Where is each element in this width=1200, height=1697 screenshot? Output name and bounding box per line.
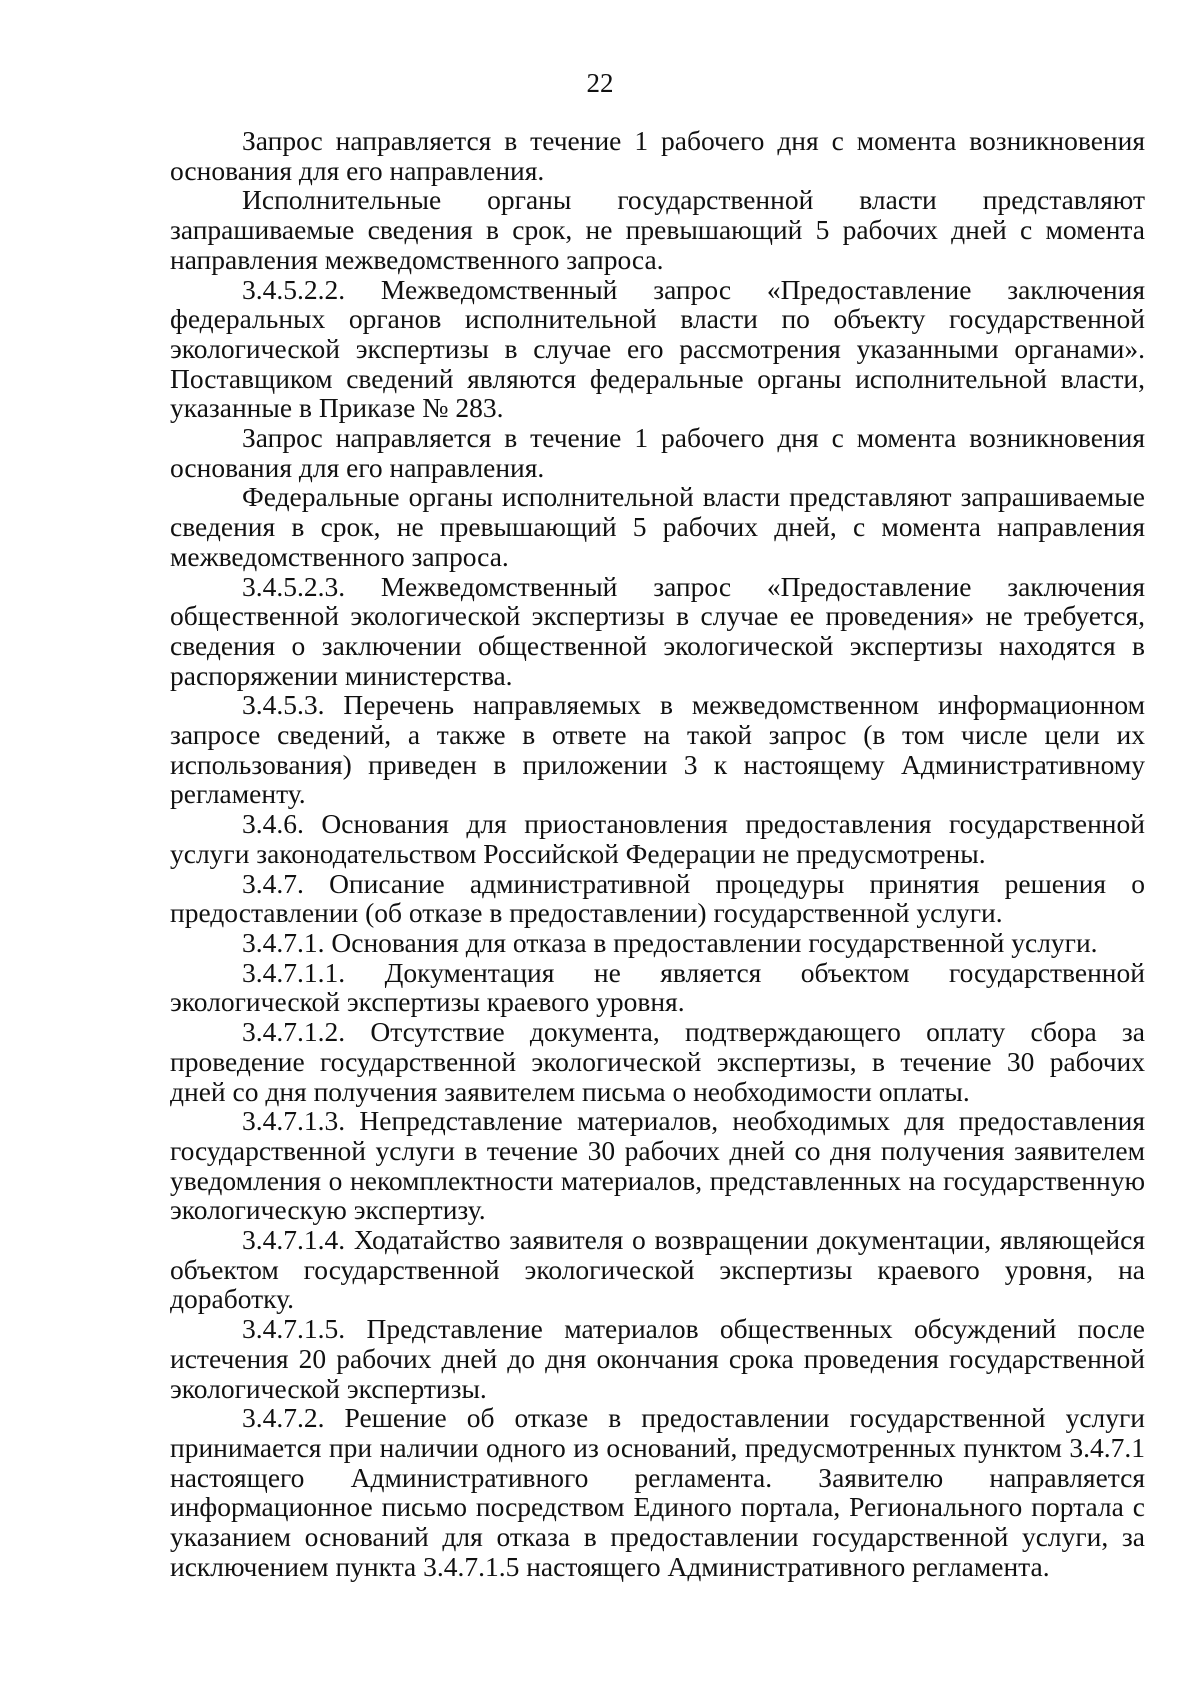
paragraph: 3.4.7.1.1. Документация не является объектом государственной экологической экспертизы краевого уровня. — [170, 956, 1145, 1018]
paragraph: Запрос направляется в течение 1 рабочего дня с момента возникновения основания для его направления. — [170, 422, 1145, 483]
paragraph: 3.4.7.1.4. Ходатайство заявителя о возвращении документации, являющейся объектом государственной экологической экспертизы краевого уровня, на доработку. — [170, 1224, 1145, 1315]
paragraph: Запрос направляется в течение 1 рабочего дня с момента возникновения основания для его направления. — [170, 125, 1145, 186]
paragraph: 3.4.7.1. Основания для отказа в предоставлении государственной услуги. — [242, 926, 1098, 958]
paragraph: 3.4.7.1.3. Непредставление материалов, необходимых для предоставления государственной услуги в течение 30 рабочих дней со дня получения заявителем уведомления о некомплектности материалов, представленных на государственную экологическую экспертизу. — [170, 1105, 1145, 1226]
paragraph: 3.4.5.2.2. Межведомственный запрос «Предоставление заключения федеральных органов исполнительной власти по объекту государственной экологической экспертизы в случае его рассмотрения указанными органами». Поставщиком сведений являются федеральные органы исполнительной власти, указанные в Приказе № 283. — [170, 273, 1145, 424]
paragraph: Исполнительные органы государственной власти представляют запрашиваемые сведения в срок, не превышающий 5 рабочих дней с момента направления межведомственного запроса. — [170, 184, 1145, 275]
document-body — [170, 126, 1145, 1581]
paragraph: 3.4.7. Описание административной процедуры принятия решения о предоставлении (об отказе в предоставлении) государственной услуги. — [170, 867, 1145, 929]
paragraph: Федеральные органы исполнительной власти представляют запрашиваемые сведения в срок, не превышающий 5 рабочих дней, с момента направления межведомственного запроса. — [170, 481, 1145, 572]
page-number: 22 — [586, 68, 614, 98]
paragraph: 3.4.7.2. Решение об отказе в предоставлении государственной услуги принимается при наличии одного из оснований, предусмотренных пунктом 3.4.7.1 настоящего Административного регламента. Заявителю направляется информационное письмо посредством Единого портала, Регионального портала с указанием оснований для отказа в предоставлении государственной услуги, за исключением пункта 3.4.7.1.5 настоящего Административного регламента. — [170, 1402, 1145, 1582]
paragraph: 3.4.6. Основания для приостановления предоставления государственной услуги законодательством Российской Федерации не предусмотрены. — [170, 808, 1145, 869]
paragraph: 3.4.7.1.5. Представление материалов общественных обсуждений после истечения 20 рабочих дней до дня окончания срока проведения государственной экологической экспертизы. — [170, 1313, 1145, 1404]
paragraph: 3.4.7.1.2. Отсутствие документа, подтверждающего оплату сбора за проведение государственной экологической экспертизы, в течение 30 рабочих дней со дня получения заявителем письма о необходимости оплаты. — [170, 1016, 1145, 1107]
paragraph: 3.4.5.2.3. Межведомственный запрос «Предоставление заключения общественной экологической экспертизы в случае ее проведения» не требуется, сведения о заключении общественной экологической экспертизы находятся в распоряжении министерства. — [170, 570, 1145, 691]
paragraph: 3.4.5.3. Перечень направляемых в межведомственном информационном запросе сведений, а также в ответе на такой запрос (в том числе цели их использования) приведен в приложении 3 к настоящему Административному регламенту. — [170, 689, 1145, 810]
